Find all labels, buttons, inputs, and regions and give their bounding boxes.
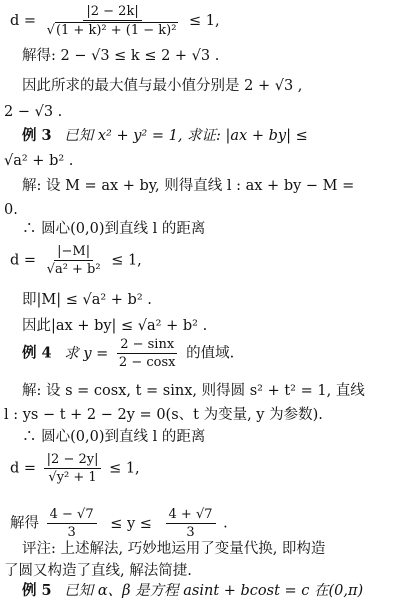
example-text: 求 y = [64,345,109,362]
eq-prefix: 解得 [10,515,39,532]
fraction-numerator: |2 − 2k| [83,4,141,21]
eq-lhs: d = [10,13,37,29]
example-text: 已知 α、β 是方程 asint + bcost = c 在(0,π) [64,583,364,599]
eq-rhs: ≤ 1, [109,460,140,477]
fraction-numerator: |−M| [54,244,93,261]
eq-end: . [223,515,228,532]
fraction [44,452,102,485]
example-label: 例 5 [22,582,52,599]
line-solve-k: 解得: 2 − √3 ≤ k ≤ 2 + √3 . [22,48,220,64]
example-5-statement [22,582,363,600]
radicand: (1 + k)² + (1 − k)² [55,23,177,38]
fraction-lower [47,507,97,540]
equation-distance-y [10,452,140,485]
example-3-statement [22,127,308,145]
fraction-denominator: 3 [186,525,195,540]
line-solution-4: 解: 设 s = cosx, t = sinx, 则得圆 s² + t² = 1, 直线 [22,383,365,399]
example-text-end: 的值域. [186,345,235,362]
root-sign: √ [46,23,55,38]
fraction-numerator: |2 − 2y| [44,452,102,469]
eq-lhs: d = [10,252,37,269]
example-label: 例 3 [22,127,52,144]
fraction-denominator: 2 − cosx [118,355,176,370]
fraction-numerator: 4 + √7 [166,507,216,524]
line-center-distance-1: ∴ 圆心(0,0)到直线 l 的距离 [22,221,206,237]
fraction-denominator [44,21,182,38]
fraction [44,244,104,277]
line-comment: 评注: 上述解法, 巧妙地运用了变量代换, 即构造 [22,541,326,557]
line-min-value: 2 − √3 . [4,104,63,120]
fraction-denominator: √y² + 1 [48,470,97,485]
example-text: 已知 x² + y² = 1, 求证: |ax + by| ≤ [64,128,308,144]
line-root-ab: √a² + b² . [4,153,74,169]
eq-lhs: d = [10,460,37,477]
eq-middle: ≤ y ≤ [110,515,152,532]
fraction-upper [166,507,216,540]
line-abs-m: 即|M| ≤ √a² + b² . [22,292,152,308]
equation-distance-k [10,4,220,38]
fraction [44,4,182,38]
fraction-denominator: √a² + b² [46,262,101,277]
line-center-distance-2: ∴ 圆心(0,0)到直线 l 的距离 [22,429,206,445]
eq-rhs: ≤ 1, [111,252,142,269]
line-conclusion-3: 因此|ax + by| ≤ √a² + b² . [22,318,208,334]
equation-distance-m [10,244,142,277]
example-4-statement [22,337,234,370]
fraction-denominator: 3 [67,525,76,540]
line-zero: 0. [4,202,18,218]
fraction-numerator: 4 − √7 [47,507,97,524]
eq-rhs: ≤ 1, [189,13,220,29]
line-line-equation: l : ys − t + 2 − 2y = 0(s、t 为变量, y 为参数). [4,407,323,423]
equation-range-y [10,507,228,540]
fraction [116,337,179,370]
fraction-numerator: 2 − sinx [117,337,177,354]
line-comment-cont: 了圆又构造了直线, 解法简捷. [4,563,192,579]
example-label: 例 4 [22,344,52,362]
line-solution-3: 解: 设 M = ax + by, 则得直线 l : ax + by − M = [22,178,355,194]
line-max-min: 因此所求的最大值与最小值分别是 2 + √3 , [22,78,303,94]
